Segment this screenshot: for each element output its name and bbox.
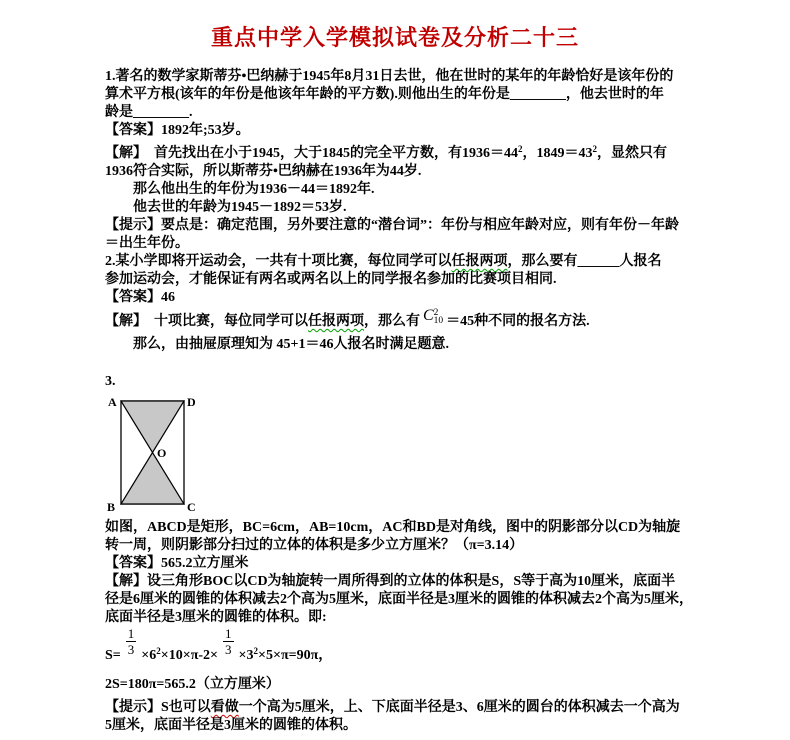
q1-text-line-3: 龄是________. <box>105 105 193 120</box>
q1-hint-line-1: 【提示】要点是：确定范围，另外要注意的“潜台词”：年份与相应年龄对应，则有年份－年龄 <box>105 218 679 233</box>
document-body <box>0 68 790 735</box>
q3-volume-formula-line <box>105 627 750 676</box>
q2-text-line-2: 参加运动会，才能保证有两名或两名以上的同学报名参加的比赛项目相同. <box>105 272 557 287</box>
formula-text: ×5×π=90π， <box>258 648 333 663</box>
fraction-numerator: 1 <box>127 626 135 641</box>
squared-superscript: 2 <box>253 646 258 656</box>
q3-hint-line-2: 5厘米，底面半径是3厘米的圆锥的体积。 <box>105 718 357 733</box>
center-label-o: O <box>157 446 167 460</box>
q1-sol-text: ，显然只有 <box>597 146 667 161</box>
q2-sol-text: ＝45种不同的报名方法. <box>446 314 590 329</box>
spellcheck-underline-red: 看做 <box>210 700 239 715</box>
q3-solution-line-2: 径是6厘米的圆锥的体积减去2个高为5厘米，底面半径是3厘米的圆锥的体积减去2个高为5厘米， <box>105 592 693 607</box>
fraction-numerator: 1 <box>225 626 232 641</box>
q1-text-line-2: 算术平方根(该年的年份是他该年年龄的平方数).则他出生的年份是________，他去世时的年 <box>105 87 664 102</box>
q3-formula-result-line: 2S=180π=565.2（立方厘米） <box>105 677 280 692</box>
combination-formula <box>423 302 443 331</box>
q1-solution-line-4: 他去世的年龄为1945－1892＝53岁. <box>105 200 347 215</box>
squared-superscript: 2 <box>156 646 161 656</box>
q2-sol-text: ，那么有 <box>364 314 420 329</box>
vertex-label-a: A <box>108 395 117 409</box>
q1-text-line-1: 1.著名的数学家斯蒂芬•巴纳赫于1945年8月31日去世，他在世时的某年的年龄恰好是该年份的 <box>105 69 674 84</box>
q3-hint-text: 一个高为5厘米，上、下底面半径是3、6厘米的圆台的体积减去一个高为 <box>238 700 680 715</box>
fraction-one-third <box>126 627 137 656</box>
rectangle-diagram <box>105 391 205 513</box>
q3-solution-line-3: 底面半径是3厘米的圆锥的体积。即: <box>105 610 327 625</box>
squared-superscript: 2 <box>518 144 523 154</box>
spellcheck-underline-green: 任报两项 <box>451 254 508 269</box>
q3-answer-line: 【答案】565.2立方厘米 <box>105 556 249 571</box>
q3-hint-text: 【提示】S也可以 <box>105 700 211 715</box>
q3-text-line-2: 转一周，则阴影部分扫过的立体的体积是多少立方厘米？（π=3.14） <box>105 538 524 553</box>
vertex-label-c: C <box>187 500 196 513</box>
q1-solution-line-1 <box>105 140 750 163</box>
q3-hint-line-1 <box>105 699 750 717</box>
q3-number: 3. <box>105 374 116 389</box>
formula-text: ×10×π-2× <box>160 648 219 663</box>
q3-solution-line-1: 【解】设三角形BOC以CD为轴旋转一周所得到的立体的体积是S，S等于高为10厘米，底面半 <box>105 574 676 589</box>
q2-solution-line-2: 那么，由抽屉原理知为 45+1＝46人报名时满足题意. <box>105 337 449 352</box>
q2-answer-line: 【答案】46 <box>105 290 175 305</box>
combination-indices <box>434 309 444 325</box>
q1-answer-line: 【答案】1892年;53岁。 <box>105 123 250 138</box>
q1-hint-line-2: ＝出生年份。 <box>105 236 189 251</box>
spellcheck-underline-green: 任报两项 <box>308 314 364 329</box>
q2-text: 2.某小学即将开运动会，一共有十项比赛，每位同学可以 <box>105 254 452 269</box>
q3-text-line-1: 如图，ABCD是矩形，BC=6cm，AB=10cm，AC和BD是对角线，图中的阴影部分以CD为轴旋 <box>105 520 681 535</box>
q2-text: ，那么要有______人报名 <box>507 254 662 269</box>
formula-text: ×6 <box>141 648 157 663</box>
page-title: 重点中学入学模拟试卷及分析二十三 <box>210 25 579 50</box>
q2-solution-line-1 <box>105 307 750 336</box>
formula-text: ×3 <box>238 648 254 663</box>
vertex-label-b: B <box>107 500 116 513</box>
vertex-label-d: D <box>187 395 196 409</box>
formula-text: S= <box>105 648 121 663</box>
squared-superscript: 2 <box>592 144 597 154</box>
fraction-denominator: 3 <box>127 642 135 657</box>
q2-sol-text: 【解】 十项比赛，每位同学可以 <box>105 314 308 329</box>
combination-subscript: 10 <box>433 316 444 326</box>
fraction-one-third <box>223 627 234 656</box>
q2-text-line-1 <box>105 253 750 271</box>
q3-rectangle-figure <box>105 391 750 513</box>
combination-superscript: 2 <box>433 308 439 318</box>
q1-sol-text: ，1849＝43 <box>522 146 593 161</box>
fraction-denominator: 3 <box>225 642 232 657</box>
combination-symbol: C <box>423 307 434 324</box>
q1-solution-line-2: 1936符合实际，所以斯蒂芬•巴纳赫在1936年为44岁. <box>105 164 422 179</box>
q1-sol-text: 【解】 首先找出在小于1945，大于1845的完全平方数，有1936＝44 <box>105 146 518 161</box>
q1-solution-line-3: 那么他出生的年份为1936－44＝1892年. <box>105 182 375 197</box>
